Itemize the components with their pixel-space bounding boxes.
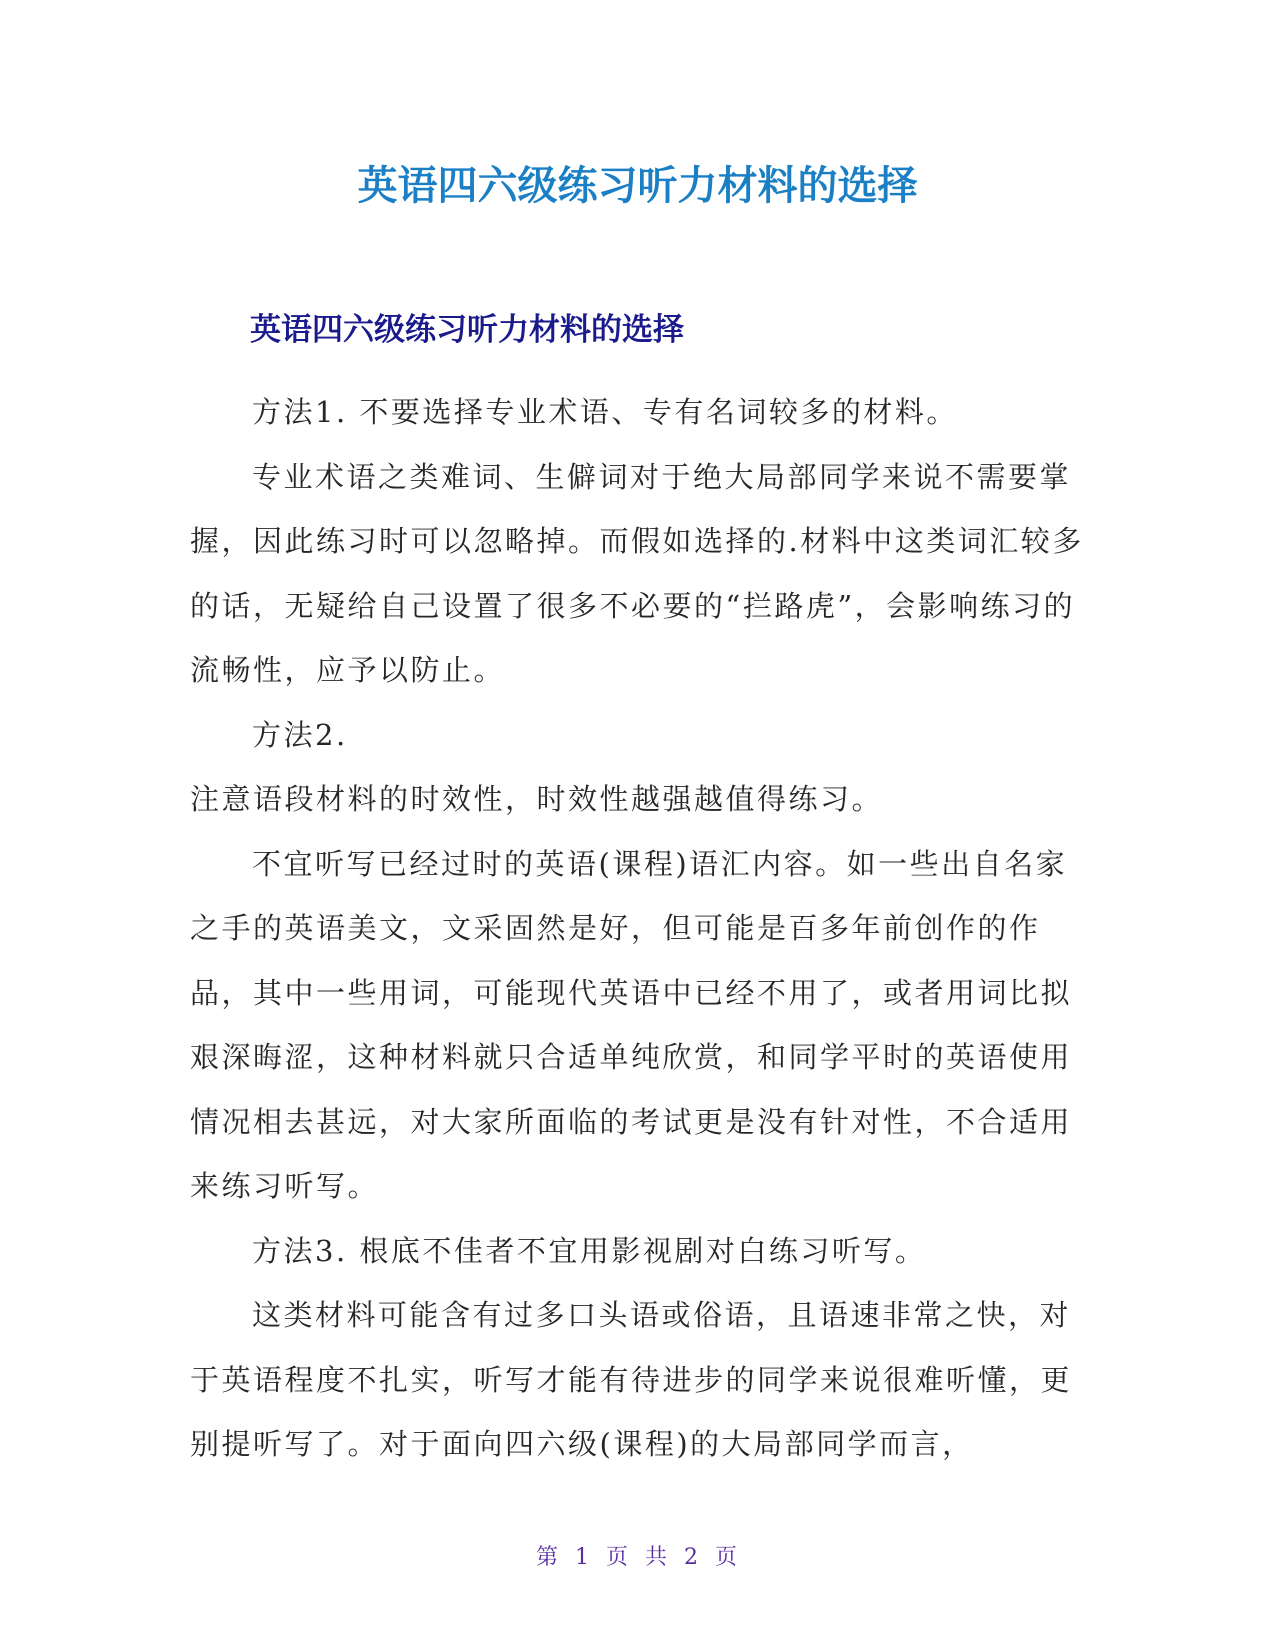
paragraph-method-2-title: 注意语段材料的时效性，时效性越强越值得练习。 — [190, 782, 884, 816]
paragraph-method-3-detail: 这类材料可能含有过多口头语或俗语，且语速非常之快，对于英语程度不扎实，听写才能有待进步的同学来说很难听懂，更别提听写了。对于面向四六级(课程)的大局部同学而言， — [190, 1298, 1073, 1461]
paragraph-method-1-detail: 专业术语之类难词、生僻词对于绝大局部同学来说不需要掌握，因此练习时可以忽略掉。而假如选择的.材料中这类词汇较多的话，无疑给自己设置了很多不必要的“拦路虎”，会影响练习的流畅性，应予以防止。 — [190, 459, 1084, 687]
page-title: 英语四六级练习听力材料的选择 — [357, 163, 918, 209]
paragraph-method-2-detail: 不宜听写已经过时的英语(课程)语汇内容。如一些出自名家之手的英语美文，文采固然是好，但可能是百多年前创作的作品，其中一些用词，可能现代英语中已经不用了，或者用词比拟艰深晦涩，这种材料就只合适单纯欣赏，和同学平时的英语使用情况相去甚远，对大家所面临的考试更是没有针对性，不合适用来练习听写。 — [190, 846, 1073, 1203]
paragraph-method-3: 方法3. 根底不佳者不宜用影视剧对白练习听写。 — [252, 1233, 927, 1268]
document-body — [190, 380, 1085, 1477]
section-heading: 英语四六级练习听力材料的选择 — [250, 312, 684, 348]
paragraph-method-2: 方法2. — [252, 717, 348, 752]
page-number: 第 1 页 共 2 页 — [536, 1545, 739, 1570]
paragraph-method-1: 方法1. 不要选择专业术语、专有名词较多的材料。 — [252, 395, 958, 429]
